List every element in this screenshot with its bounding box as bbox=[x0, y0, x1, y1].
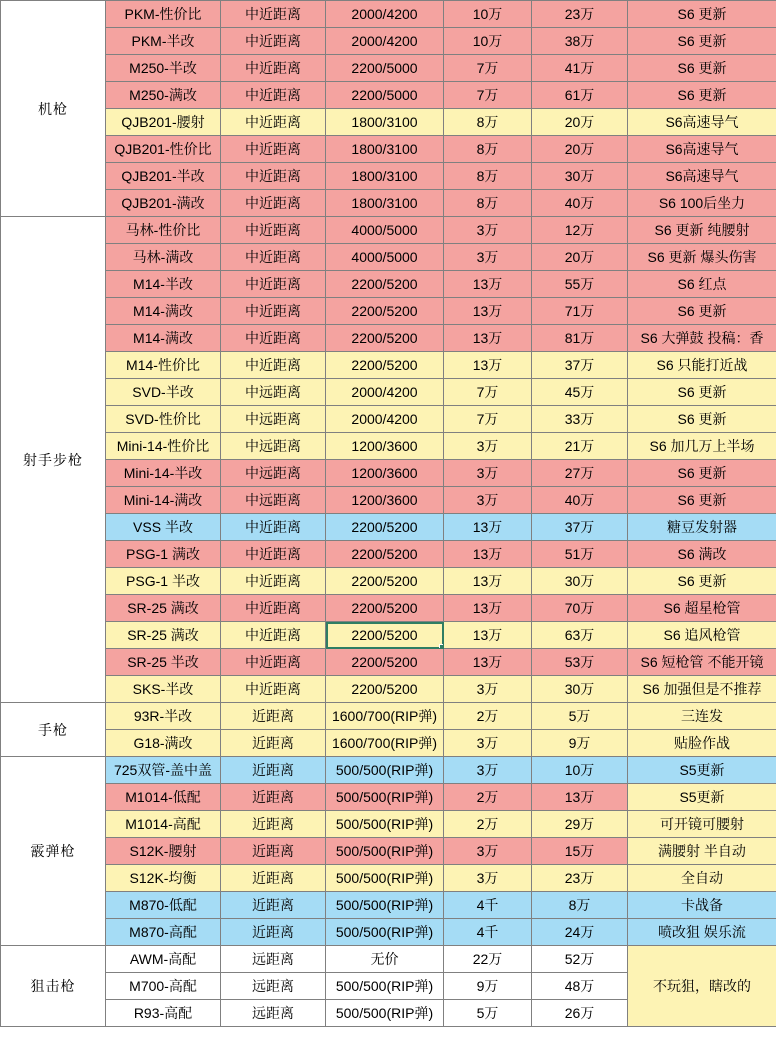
weapon-name-cell[interactable]: QJB201-腰射 bbox=[106, 109, 221, 136]
table-row bbox=[1, 595, 776, 622]
weapon-name-cell[interactable]: Mini-14-半改 bbox=[106, 460, 221, 487]
table-row bbox=[1, 757, 776, 784]
price-full-cell[interactable]: 30万 bbox=[532, 568, 628, 595]
note-cell[interactable]: S6 更新 爆头伤害 bbox=[628, 244, 776, 271]
weapon-name-cell[interactable]: SR-25 半改 bbox=[106, 649, 221, 676]
speed-cell[interactable]: 500/500(RIP弹) bbox=[326, 973, 444, 1000]
range-cell[interactable]: 中近距离 bbox=[221, 244, 326, 271]
weapon-name-cell[interactable]: G18-满改 bbox=[106, 730, 221, 757]
weapon-name-cell[interactable]: 93R-半改 bbox=[106, 703, 221, 730]
price-full-cell[interactable]: 23万 bbox=[532, 1, 628, 28]
table-row bbox=[1, 568, 776, 595]
range-cell[interactable]: 近距离 bbox=[221, 730, 326, 757]
range-cell[interactable]: 中近距离 bbox=[221, 109, 326, 136]
weapon-name-cell[interactable]: SKS-半改 bbox=[106, 676, 221, 703]
speed-cell[interactable]: 2000/4200 bbox=[326, 379, 444, 406]
category-cell[interactable]: 手枪 bbox=[1, 703, 106, 757]
weapon-name-cell[interactable]: VSS 半改 bbox=[106, 514, 221, 541]
weapon-name-cell[interactable]: M14-半改 bbox=[106, 271, 221, 298]
weapon-name-cell[interactable]: S12K-均衡 bbox=[106, 865, 221, 892]
table-row bbox=[1, 460, 776, 487]
price-base-cell[interactable]: 13万 bbox=[444, 568, 532, 595]
range-cell[interactable]: 远距离 bbox=[221, 1000, 326, 1027]
range-cell[interactable]: 中近距离 bbox=[221, 325, 326, 352]
speed-cell[interactable]: 2200/5200 bbox=[326, 622, 444, 649]
price-full-cell[interactable]: 40万 bbox=[532, 190, 628, 217]
speed-cell[interactable]: 1200/3600 bbox=[326, 487, 444, 514]
price-full-cell[interactable]: 51万 bbox=[532, 541, 628, 568]
note-cell[interactable]: S6高速导气 bbox=[628, 163, 776, 190]
range-cell[interactable]: 近距离 bbox=[221, 865, 326, 892]
range-cell[interactable]: 中近距离 bbox=[221, 55, 326, 82]
range-cell[interactable]: 近距离 bbox=[221, 757, 326, 784]
range-cell[interactable]: 中远距离 bbox=[221, 406, 326, 433]
note-cell[interactable]: 不玩狙，瞎改的 bbox=[628, 946, 776, 1027]
table-row bbox=[1, 487, 776, 514]
table-row bbox=[1, 55, 776, 82]
range-cell[interactable]: 中近距离 bbox=[221, 352, 326, 379]
speed-cell[interactable]: 1800/3100 bbox=[326, 136, 444, 163]
price-base-cell[interactable]: 3万 bbox=[444, 865, 532, 892]
weapon-name-cell[interactable]: PSG-1 半改 bbox=[106, 568, 221, 595]
range-cell[interactable]: 中近距离 bbox=[221, 649, 326, 676]
price-full-cell[interactable]: 24万 bbox=[532, 919, 628, 946]
weapon-name-cell[interactable]: S12K-腰射 bbox=[106, 838, 221, 865]
speed-cell[interactable]: 2200/5200 bbox=[326, 595, 444, 622]
speed-cell[interactable]: 2200/5200 bbox=[326, 514, 444, 541]
note-cell[interactable]: S6 加强但是不推荐 bbox=[628, 676, 776, 703]
range-cell[interactable]: 中近距离 bbox=[221, 541, 326, 568]
price-base-cell[interactable]: 10万 bbox=[444, 28, 532, 55]
note-cell[interactable]: 喷改狙 娱乐流 bbox=[628, 919, 776, 946]
weapon-name-cell[interactable]: M1014-低配 bbox=[106, 784, 221, 811]
speed-cell[interactable]: 2000/4200 bbox=[326, 28, 444, 55]
speed-cell[interactable]: 2200/5000 bbox=[326, 55, 444, 82]
table-row bbox=[1, 352, 776, 379]
speed-cell[interactable]: 无价 bbox=[326, 946, 444, 973]
table-row bbox=[1, 865, 776, 892]
price-base-cell[interactable]: 13万 bbox=[444, 514, 532, 541]
range-cell[interactable]: 中近距离 bbox=[221, 190, 326, 217]
speed-cell[interactable]: 1600/700(RIP弹) bbox=[326, 730, 444, 757]
price-full-cell[interactable]: 63万 bbox=[532, 622, 628, 649]
table-row bbox=[1, 649, 776, 676]
table-row bbox=[1, 703, 776, 730]
range-cell[interactable]: 近距离 bbox=[221, 838, 326, 865]
note-cell[interactable]: 三连发 bbox=[628, 703, 776, 730]
price-base-cell[interactable]: 13万 bbox=[444, 298, 532, 325]
price-full-cell[interactable]: 45万 bbox=[532, 379, 628, 406]
price-full-cell[interactable]: 48万 bbox=[532, 973, 628, 1000]
price-base-cell[interactable]: 13万 bbox=[444, 622, 532, 649]
weapon-name-cell[interactable]: M870-高配 bbox=[106, 919, 221, 946]
category-cell[interactable]: 霰弹枪 bbox=[1, 757, 106, 946]
price-full-cell[interactable]: 37万 bbox=[532, 352, 628, 379]
table-row bbox=[1, 811, 776, 838]
weapon-name-cell[interactable]: SR-25 满改 bbox=[106, 595, 221, 622]
price-base-cell[interactable]: 3万 bbox=[444, 460, 532, 487]
speed-cell[interactable]: 2200/5200 bbox=[326, 271, 444, 298]
speed-cell[interactable]: 1800/3100 bbox=[326, 190, 444, 217]
range-cell[interactable]: 中近距离 bbox=[221, 136, 326, 163]
note-cell[interactable]: S6 满改 bbox=[628, 541, 776, 568]
note-cell[interactable]: S6 更新 bbox=[628, 1, 776, 28]
weapon-name-cell[interactable]: PSG-1 满改 bbox=[106, 541, 221, 568]
price-base-cell[interactable]: 4千 bbox=[444, 919, 532, 946]
table-row bbox=[1, 622, 776, 649]
weapon-name-cell[interactable]: Mini-14-满改 bbox=[106, 487, 221, 514]
weapon-name-cell[interactable]: M14-满改 bbox=[106, 325, 221, 352]
price-full-cell[interactable]: 30万 bbox=[532, 676, 628, 703]
price-full-cell[interactable]: 37万 bbox=[532, 514, 628, 541]
range-cell[interactable]: 中近距离 bbox=[221, 82, 326, 109]
price-full-cell[interactable]: 10万 bbox=[532, 757, 628, 784]
price-base-cell[interactable]: 3万 bbox=[444, 730, 532, 757]
range-cell[interactable]: 中远距离 bbox=[221, 487, 326, 514]
note-cell[interactable]: S6 加几万上半场 bbox=[628, 433, 776, 460]
table-row bbox=[1, 892, 776, 919]
price-base-cell[interactable]: 22万 bbox=[444, 946, 532, 973]
weapon-name-cell[interactable]: PKM-性价比 bbox=[106, 1, 221, 28]
speed-cell[interactable]: 2200/5000 bbox=[326, 82, 444, 109]
weapon-name-cell[interactable]: QJB201-性价比 bbox=[106, 136, 221, 163]
price-base-cell[interactable]: 3万 bbox=[444, 244, 532, 271]
range-cell[interactable]: 近距离 bbox=[221, 703, 326, 730]
price-base-cell[interactable]: 8万 bbox=[444, 109, 532, 136]
weapon-name-cell[interactable]: M250-半改 bbox=[106, 55, 221, 82]
speed-cell[interactable]: 1800/3100 bbox=[326, 109, 444, 136]
price-base-cell[interactable]: 3万 bbox=[444, 757, 532, 784]
range-cell[interactable]: 中近距离 bbox=[221, 676, 326, 703]
price-full-cell[interactable]: 26万 bbox=[532, 1000, 628, 1027]
table-row bbox=[1, 379, 776, 406]
range-cell[interactable]: 中近距离 bbox=[221, 514, 326, 541]
speed-cell[interactable]: 2200/5200 bbox=[326, 649, 444, 676]
price-full-cell[interactable]: 20万 bbox=[532, 109, 628, 136]
table-row bbox=[1, 109, 776, 136]
price-base-cell[interactable]: 8万 bbox=[444, 136, 532, 163]
price-full-cell[interactable]: 9万 bbox=[532, 730, 628, 757]
table-row bbox=[1, 271, 776, 298]
category-cell[interactable]: 射手步枪 bbox=[1, 217, 106, 703]
speed-cell[interactable]: 500/500(RIP弹) bbox=[326, 892, 444, 919]
note-cell[interactable]: 糖豆发射器 bbox=[628, 514, 776, 541]
speed-cell[interactable]: 500/500(RIP弹) bbox=[326, 811, 444, 838]
speed-cell[interactable]: 2000/4200 bbox=[326, 406, 444, 433]
price-full-cell[interactable]: 40万 bbox=[532, 487, 628, 514]
price-full-cell[interactable]: 23万 bbox=[532, 865, 628, 892]
table-row bbox=[1, 298, 776, 325]
note-cell[interactable]: S6高速导气 bbox=[628, 136, 776, 163]
category-cell[interactable]: 狙击枪 bbox=[1, 946, 106, 1027]
range-cell[interactable]: 中近距离 bbox=[221, 271, 326, 298]
note-cell[interactable]: S6 追风枪管 bbox=[628, 622, 776, 649]
speed-cell[interactable]: 500/500(RIP弹) bbox=[326, 838, 444, 865]
weapon-name-cell[interactable]: SR-25 满改 bbox=[106, 622, 221, 649]
price-base-cell[interactable]: 3万 bbox=[444, 487, 532, 514]
range-cell[interactable]: 中远距离 bbox=[221, 379, 326, 406]
price-full-cell[interactable]: 53万 bbox=[532, 649, 628, 676]
note-cell[interactable]: S5更新 bbox=[628, 757, 776, 784]
price-base-cell[interactable]: 2万 bbox=[444, 703, 532, 730]
weapon-name-cell[interactable]: R93-高配 bbox=[106, 1000, 221, 1027]
table-row bbox=[1, 514, 776, 541]
note-cell[interactable]: S6 更新 bbox=[628, 298, 776, 325]
range-cell[interactable]: 近距离 bbox=[221, 811, 326, 838]
table-row bbox=[1, 163, 776, 190]
table-row bbox=[1, 784, 776, 811]
speed-cell[interactable]: 2200/5200 bbox=[326, 568, 444, 595]
price-base-cell[interactable]: 2万 bbox=[444, 811, 532, 838]
price-base-cell[interactable]: 13万 bbox=[444, 325, 532, 352]
speed-cell[interactable]: 2200/5200 bbox=[326, 325, 444, 352]
table-row bbox=[1, 325, 776, 352]
range-cell[interactable]: 中近距离 bbox=[221, 595, 326, 622]
weapon-name-cell[interactable]: QJB201-满改 bbox=[106, 190, 221, 217]
range-cell[interactable]: 中近距离 bbox=[221, 163, 326, 190]
note-cell[interactable]: S6 更新 bbox=[628, 568, 776, 595]
speed-cell[interactable]: 500/500(RIP弹) bbox=[326, 865, 444, 892]
speed-cell[interactable]: 2200/5200 bbox=[326, 676, 444, 703]
price-base-cell[interactable]: 7万 bbox=[444, 379, 532, 406]
range-cell[interactable]: 近距离 bbox=[221, 784, 326, 811]
price-full-cell[interactable]: 8万 bbox=[532, 892, 628, 919]
note-cell[interactable]: 全自动 bbox=[628, 865, 776, 892]
price-full-cell[interactable]: 30万 bbox=[532, 163, 628, 190]
speed-cell[interactable]: 500/500(RIP弹) bbox=[326, 1000, 444, 1027]
range-cell[interactable]: 近距离 bbox=[221, 919, 326, 946]
weapon-name-cell[interactable]: 马林-满改 bbox=[106, 244, 221, 271]
price-full-cell[interactable]: 55万 bbox=[532, 271, 628, 298]
note-cell[interactable]: 贴脸作战 bbox=[628, 730, 776, 757]
range-cell[interactable]: 远距离 bbox=[221, 946, 326, 973]
weapon-name-cell[interactable]: M870-低配 bbox=[106, 892, 221, 919]
price-base-cell[interactable]: 7万 bbox=[444, 82, 532, 109]
price-full-cell[interactable]: 13万 bbox=[532, 784, 628, 811]
category-cell[interactable]: 机枪 bbox=[1, 1, 106, 217]
price-base-cell[interactable]: 7万 bbox=[444, 406, 532, 433]
price-base-cell[interactable]: 8万 bbox=[444, 163, 532, 190]
weapon-name-cell[interactable]: QJB201-半改 bbox=[106, 163, 221, 190]
note-cell[interactable]: S6 更新 bbox=[628, 487, 776, 514]
price-full-cell[interactable]: 38万 bbox=[532, 28, 628, 55]
price-full-cell[interactable]: 41万 bbox=[532, 55, 628, 82]
weapon-name-cell[interactable]: SVD-半改 bbox=[106, 379, 221, 406]
price-base-cell[interactable]: 13万 bbox=[444, 595, 532, 622]
price-base-cell[interactable]: 8万 bbox=[444, 190, 532, 217]
weapon-name-cell[interactable]: PKM-半改 bbox=[106, 28, 221, 55]
range-cell[interactable]: 中近距离 bbox=[221, 28, 326, 55]
speed-cell[interactable]: 500/500(RIP弹) bbox=[326, 784, 444, 811]
table-row bbox=[1, 1, 776, 28]
table-row bbox=[1, 676, 776, 703]
weapon-name-cell[interactable]: AWM-高配 bbox=[106, 946, 221, 973]
range-cell[interactable]: 中近距离 bbox=[221, 1, 326, 28]
weapon-name-cell[interactable]: 725双管-盖中盖 bbox=[106, 757, 221, 784]
note-cell[interactable]: 卡战备 bbox=[628, 892, 776, 919]
table-row bbox=[1, 541, 776, 568]
price-base-cell[interactable]: 13万 bbox=[444, 271, 532, 298]
weapon-name-cell[interactable]: Mini-14-性价比 bbox=[106, 433, 221, 460]
price-base-cell[interactable]: 10万 bbox=[444, 1, 532, 28]
price-base-cell[interactable]: 5万 bbox=[444, 1000, 532, 1027]
price-full-cell[interactable]: 15万 bbox=[532, 838, 628, 865]
price-full-cell[interactable]: 70万 bbox=[532, 595, 628, 622]
note-cell[interactable]: S6 更新 bbox=[628, 55, 776, 82]
speed-cell[interactable]: 500/500(RIP弹) bbox=[326, 919, 444, 946]
price-base-cell[interactable]: 9万 bbox=[444, 973, 532, 1000]
range-cell[interactable]: 中近距离 bbox=[221, 298, 326, 325]
range-cell[interactable]: 中近距离 bbox=[221, 568, 326, 595]
weapon-name-cell[interactable]: 马林-性价比 bbox=[106, 217, 221, 244]
price-base-cell[interactable]: 13万 bbox=[444, 541, 532, 568]
price-base-cell[interactable]: 3万 bbox=[444, 217, 532, 244]
speed-cell[interactable]: 2200/5200 bbox=[326, 298, 444, 325]
speed-cell[interactable]: 4000/5000 bbox=[326, 244, 444, 271]
range-cell[interactable]: 远距离 bbox=[221, 973, 326, 1000]
price-full-cell[interactable]: 52万 bbox=[532, 946, 628, 973]
price-base-cell[interactable]: 7万 bbox=[444, 55, 532, 82]
speed-cell[interactable]: 2200/5200 bbox=[326, 541, 444, 568]
range-cell[interactable]: 中近距离 bbox=[221, 622, 326, 649]
weapon-name-cell[interactable]: M700-高配 bbox=[106, 973, 221, 1000]
table-row bbox=[1, 28, 776, 55]
table-row bbox=[1, 946, 776, 973]
price-base-cell[interactable]: 3万 bbox=[444, 433, 532, 460]
note-cell[interactable]: 满腰射 半自动 bbox=[628, 838, 776, 865]
price-full-cell[interactable]: 33万 bbox=[532, 406, 628, 433]
price-full-cell[interactable]: 21万 bbox=[532, 433, 628, 460]
note-cell[interactable]: S6 短枪管 不能开镜 bbox=[628, 649, 776, 676]
table-row bbox=[1, 730, 776, 757]
note-cell[interactable]: S6 更新 bbox=[628, 406, 776, 433]
price-full-cell[interactable]: 12万 bbox=[532, 217, 628, 244]
speed-cell[interactable]: 500/500(RIP弹) bbox=[326, 757, 444, 784]
speed-cell[interactable]: 1200/3600 bbox=[326, 460, 444, 487]
table-row bbox=[1, 82, 776, 109]
price-base-cell[interactable]: 3万 bbox=[444, 676, 532, 703]
note-cell[interactable]: S6 更新 bbox=[628, 379, 776, 406]
price-full-cell[interactable]: 71万 bbox=[532, 298, 628, 325]
table-row bbox=[1, 217, 776, 244]
note-cell[interactable]: S6 红点 bbox=[628, 271, 776, 298]
weapon-name-cell[interactable]: M1014-高配 bbox=[106, 811, 221, 838]
price-full-cell[interactable]: 20万 bbox=[532, 244, 628, 271]
weapon-name-cell[interactable]: SVD-性价比 bbox=[106, 406, 221, 433]
table-row bbox=[1, 433, 776, 460]
note-cell[interactable]: S6 更新 bbox=[628, 460, 776, 487]
note-cell[interactable]: S6 超星枪管 bbox=[628, 595, 776, 622]
table-row bbox=[1, 244, 776, 271]
note-cell[interactable]: 可开镜可腰射 bbox=[628, 811, 776, 838]
table-row bbox=[1, 919, 776, 946]
range-cell[interactable]: 近距离 bbox=[221, 892, 326, 919]
weapon-name-cell[interactable]: M250-满改 bbox=[106, 82, 221, 109]
note-cell[interactable]: S6 更新 bbox=[628, 82, 776, 109]
speed-cell[interactable]: 2000/4200 bbox=[326, 1, 444, 28]
price-base-cell[interactable]: 13万 bbox=[444, 649, 532, 676]
price-base-cell[interactable]: 13万 bbox=[444, 352, 532, 379]
table-row bbox=[1, 838, 776, 865]
range-cell[interactable]: 中远距离 bbox=[221, 433, 326, 460]
note-cell[interactable]: S6 更新 bbox=[628, 28, 776, 55]
note-cell[interactable]: S6高速导气 bbox=[628, 109, 776, 136]
note-cell[interactable]: S6 更新 纯腰射 bbox=[628, 217, 776, 244]
speed-cell[interactable]: 1600/700(RIP弹) bbox=[326, 703, 444, 730]
price-full-cell[interactable]: 81万 bbox=[532, 325, 628, 352]
price-full-cell[interactable]: 27万 bbox=[532, 460, 628, 487]
price-base-cell[interactable]: 2万 bbox=[444, 784, 532, 811]
weapon-name-cell[interactable]: M14-满改 bbox=[106, 298, 221, 325]
speed-cell[interactable]: 4000/5000 bbox=[326, 217, 444, 244]
price-full-cell[interactable]: 5万 bbox=[532, 703, 628, 730]
weapon-name-cell[interactable]: M14-性价比 bbox=[106, 352, 221, 379]
price-base-cell[interactable]: 4千 bbox=[444, 892, 532, 919]
note-cell[interactable]: S6 大弹鼓 投稿：香 bbox=[628, 325, 776, 352]
price-base-cell[interactable]: 3万 bbox=[444, 838, 532, 865]
note-cell[interactable]: S5更新 bbox=[628, 784, 776, 811]
note-cell[interactable]: S6 只能打近战 bbox=[628, 352, 776, 379]
note-cell[interactable]: S6 100后坐力 bbox=[628, 190, 776, 217]
price-full-cell[interactable]: 61万 bbox=[532, 82, 628, 109]
range-cell[interactable]: 中近距离 bbox=[221, 217, 326, 244]
speed-cell[interactable]: 1200/3600 bbox=[326, 433, 444, 460]
speed-cell[interactable]: 2200/5200 bbox=[326, 352, 444, 379]
speed-cell[interactable]: 1800/3100 bbox=[326, 163, 444, 190]
price-full-cell[interactable]: 29万 bbox=[532, 811, 628, 838]
price-full-cell[interactable]: 20万 bbox=[532, 136, 628, 163]
table-row bbox=[1, 406, 776, 433]
range-cell[interactable]: 中远距离 bbox=[221, 460, 326, 487]
table-row bbox=[1, 136, 776, 163]
table-row bbox=[1, 190, 776, 217]
